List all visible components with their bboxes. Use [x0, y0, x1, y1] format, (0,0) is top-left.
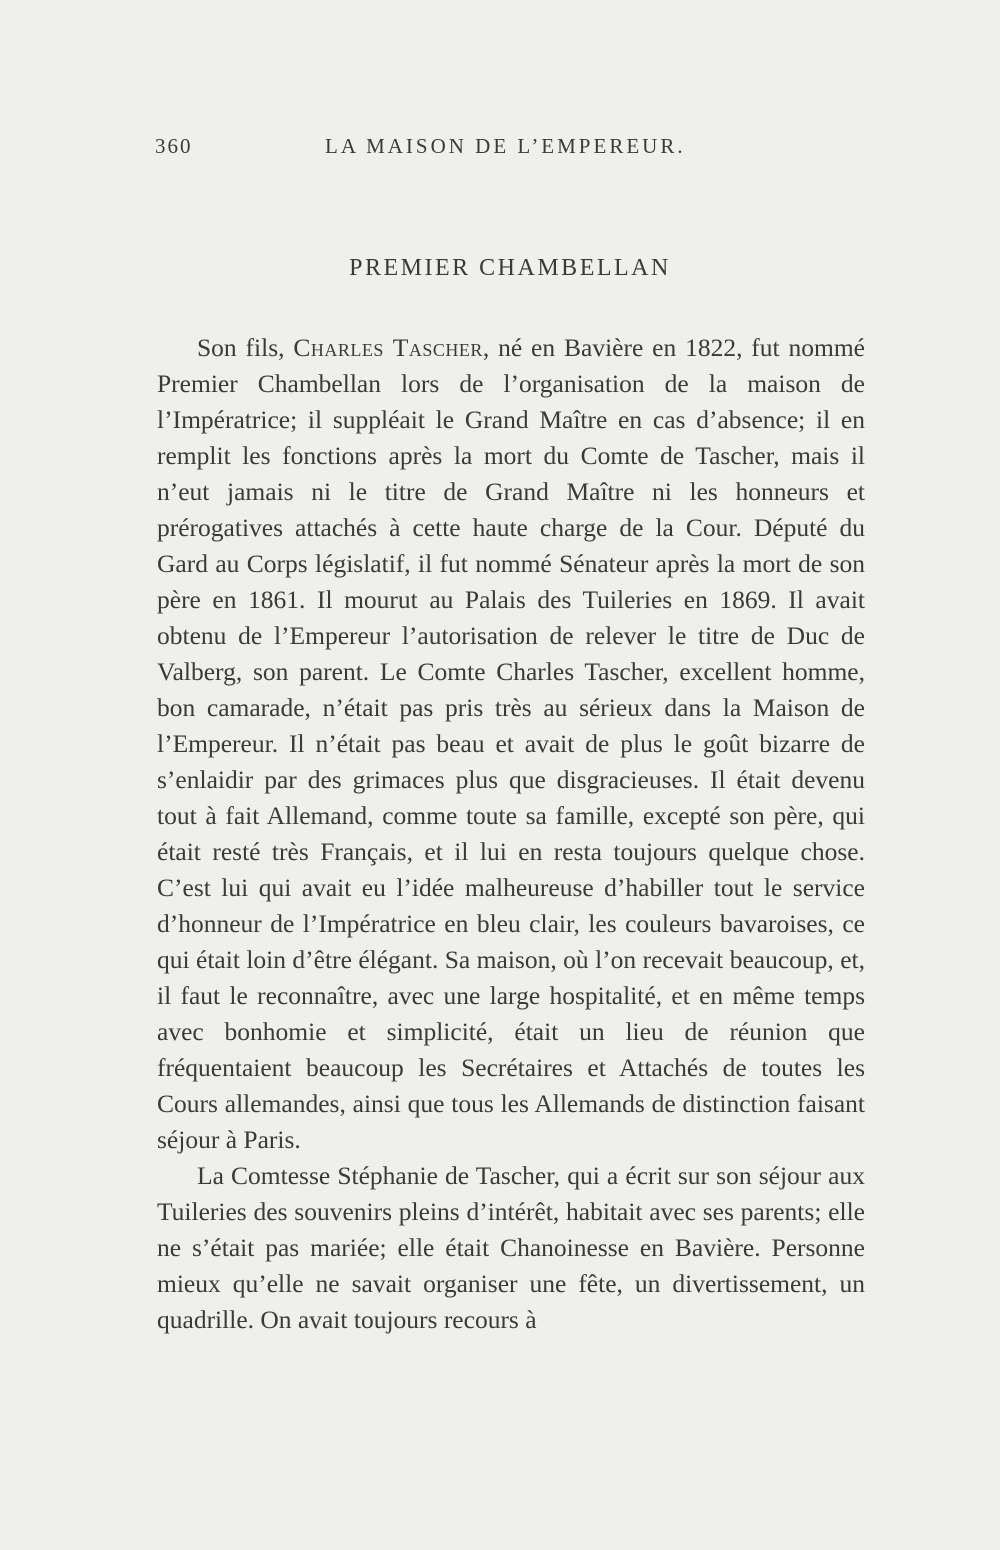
paragraph-text: , né en Bavière en 1822, fut nommé Premier Chambellan lors de l’organisation de la maison de l’Impératrice; il suppléait le Grand Maître en cas d’absence; il en remplit les fonctions après la mort du Comte de Tascher, mais il n’eut jamais ni le titre de Grand Maître ni les honneurs et prérogatives attachés à cette haute charge de la Cour. Député du Gard au Corps législatif, il fut nommé Sénateur après la mort de son père en 1861. Il mourut au Palais des Tuileries en 1869. Il avait obtenu de l’Empereur l’autorisation de relever le titre de Duc de Valberg, son parent. Le Comte Charles Tascher, excellent homme, bon camarade, n’était pas pris très au sérieux dans la Maison de l’Empereur. Il n’était pas beau et avait de plus le goût bizarre de s’enlaidir par des grimaces plus que disgracieuses. Il était devenu tout à fait Allemand, comme toute sa famille, excepté son père, qui était resté très Français, et il lui en resta toujours quelque chose. C’est lui qui avait eu l’idée malheureuse d’habiller tout le service d’honneur de l’Impératrice en bleu clair, les couleurs bavaroises, ce qui était loin d’être élégant. Sa maison, où l’on recevait beaucoup, et, il faut le reconnaître, avec une large hospitalité, et en même temps avec bonhomie et simplicité, était un lieu de réunion que fréquentaient beaucoup les Secrétaires et Attachés de toutes les Cours allemandes, ainsi que tous les Allemands de distinction faisant séjour à Paris.	[157, 333, 865, 1154]
body-text	[157, 330, 865, 1338]
running-head	[155, 134, 865, 164]
person-name: Charles Tascher	[293, 333, 483, 362]
page-number: 360	[155, 134, 193, 158]
paragraph-text: La Comtesse Stéphanie de Tascher, qui a écrit sur son séjour aux Tuileries des souvenirs pleins d’intérêt, habitait avec ses parents; elle ne s’était pas mariée; elle était Chanoinesse en Bavière. Personne mieux qu’elle ne savait organiser une fête, un divertissement, un quadrille. On avait toujours recours à	[157, 1161, 865, 1334]
paragraph	[157, 330, 865, 1158]
running-title: LA MAISON DE L’EMPEREUR.	[325, 134, 686, 158]
paragraph	[157, 1158, 865, 1338]
paragraph-intro: Son fils,	[197, 333, 294, 362]
section-title: PREMIER CHAMBELLAN	[349, 255, 671, 281]
